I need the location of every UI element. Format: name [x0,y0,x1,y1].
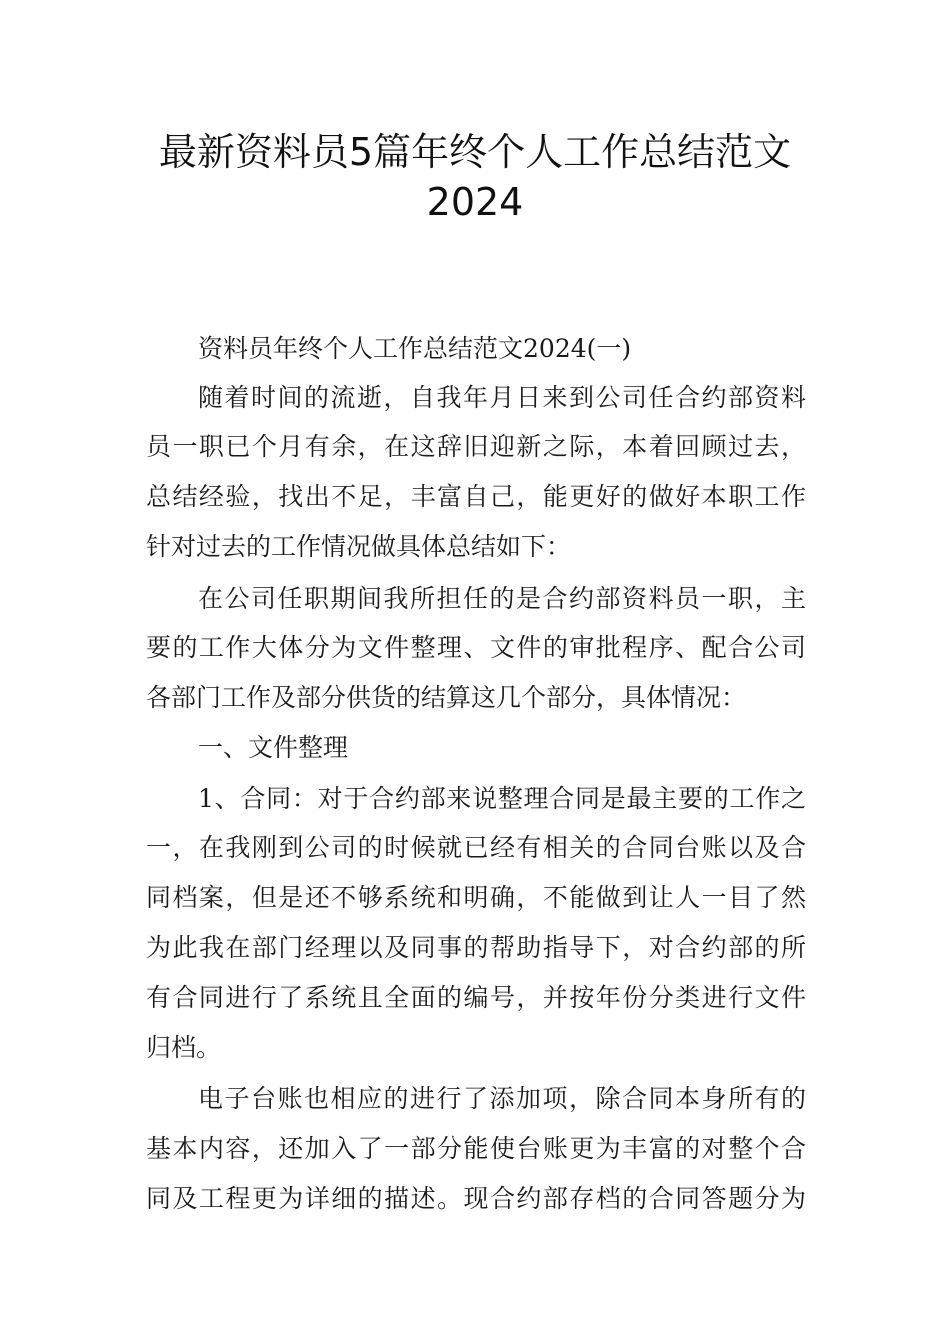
paragraph-line: 电子台账也相应的进行了添加项，除合同本身所有的 [198,1084,806,1113]
paragraph-line: 在公司任职期间我所担任的是合约部资料员一职，主 [198,584,806,613]
paragraph-line: 1、合同：对于合约部来说整理合同是最主要的工作之 [198,784,806,813]
section-heading: 资料员年终个人工作总结范文2024(一) [198,334,632,363]
paragraph-line: 员一职已个月有余，在这辞旧迎新之际，本着回顾过去， [146,432,806,461]
paragraph-line: 各部门工作及部分供货的结算这几个部分，具体情况： [146,683,747,712]
paragraph-line: 针对过去的工作情况做具体总结如下： [146,532,572,561]
paragraph-line: 总结经验，找出不足，丰富自己，能更好的做好本职工作 [146,482,806,511]
paragraph-line: 同及工程更为详细的描述。现合约部存档的合同答题分为 [146,1184,806,1213]
document-title-year: 2024 [426,180,524,224]
paragraph-line: 随着时间的流逝，自我年月日来到公司任合约部资料 [198,383,806,412]
paragraph-line: 同档案，但是还不够系统和明确，不能做到让人一目了然 [146,883,806,912]
paragraph-line: 有合同进行了系统且全面的编号，并按年份分类进行文件 [146,983,806,1012]
subsection-heading: 一、文件整理 [198,733,349,762]
paragraph-line: 基本内容，还加入了一部分能使台账更为丰富的对整个合 [146,1134,806,1163]
paragraph-line: 归档。 [146,1033,222,1062]
paragraph-line: 要的工作大体分为文件整理、文件的审批程序、配合公司 [146,633,806,662]
document-title: 最新资料员5篇年终个人工作总结范文 [158,130,792,174]
paragraph-line: 一，在我刚到公司的时候就已经有相关的合同台账以及合 [146,833,806,862]
paragraph-line: 为此我在部门经理以及同事的帮助指导下，对合约部的所 [146,933,806,962]
